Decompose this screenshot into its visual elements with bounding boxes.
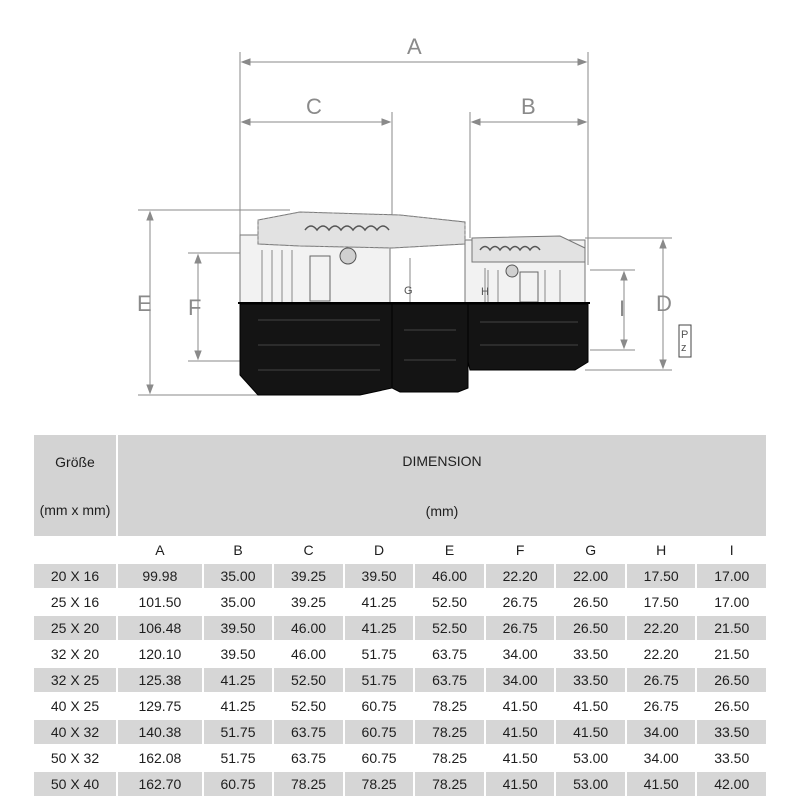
size-header-unit: (mm x mm) (39, 501, 111, 518)
value-cell-e: 78.25 (415, 746, 484, 770)
size-cell: 50 X 32 (34, 746, 116, 770)
value-cell-d: 41.25 (345, 590, 414, 614)
table-row (34, 772, 766, 796)
value-cell-g: 22.00 (556, 564, 625, 588)
value-cell-b: 60.75 (204, 772, 273, 796)
value-cell-f: 34.00 (486, 668, 555, 692)
column-header-e: E (415, 538, 484, 562)
value-cell-e: 78.25 (415, 772, 484, 796)
dimension-label-b: B (521, 94, 536, 119)
value-cell-e: 46.00 (415, 564, 484, 588)
value-cell-h: 34.00 (627, 746, 696, 770)
size-cell: 20 X 16 (34, 564, 116, 588)
table-row (34, 616, 766, 640)
value-cell-i: 26.50 (697, 694, 766, 718)
value-cell-b: 35.00 (204, 564, 273, 588)
column-header-c: C (274, 538, 343, 562)
value-cell-c: 52.50 (274, 694, 343, 718)
dimension-label-h: H (481, 286, 489, 298)
column-header-f: F (486, 538, 555, 562)
size-cell: 40 X 25 (34, 694, 116, 718)
value-cell-c: 46.00 (274, 642, 343, 666)
dimension-label-c: C (306, 94, 322, 119)
value-cell-d: 51.75 (345, 642, 414, 666)
value-cell-f: 41.50 (486, 772, 555, 796)
value-cell-a: 129.75 (118, 694, 202, 718)
value-cell-g: 41.50 (556, 694, 625, 718)
dimension-table (32, 433, 768, 798)
value-cell-d: 39.50 (345, 564, 414, 588)
value-cell-g: 33.50 (556, 668, 625, 692)
value-cell-i: 17.00 (697, 590, 766, 614)
edge-label-2: z (681, 342, 687, 354)
dimension-b (470, 112, 586, 238)
value-cell-c: 46.00 (274, 616, 343, 640)
value-cell-i: 21.50 (697, 616, 766, 640)
value-cell-b: 39.50 (204, 616, 273, 640)
value-cell-e: 78.25 (415, 694, 484, 718)
dimension-label-f: F (188, 295, 202, 320)
value-cell-h: 22.20 (627, 616, 696, 640)
column-header-d: D (345, 538, 414, 562)
column-header-a: A (118, 538, 202, 562)
value-cell-i: 33.50 (697, 720, 766, 744)
size-cell: 32 X 25 (34, 668, 116, 692)
value-cell-i: 17.00 (697, 564, 766, 588)
value-cell-f: 26.75 (486, 590, 555, 614)
size-header (34, 435, 116, 536)
value-cell-g: 53.00 (556, 772, 625, 796)
value-cell-b: 39.50 (204, 642, 273, 666)
value-cell-c: 39.25 (274, 564, 343, 588)
value-cell-f: 41.50 (486, 746, 555, 770)
dimension-label-i: I (619, 296, 626, 321)
value-cell-d: 60.75 (345, 746, 414, 770)
fitting-body-lower (240, 304, 588, 395)
value-cell-a: 120.10 (118, 642, 202, 666)
value-cell-d: 41.25 (345, 616, 414, 640)
edge-label-1: P (681, 329, 689, 341)
value-cell-f: 22.20 (486, 564, 555, 588)
dimension-label-d: D (656, 291, 672, 316)
value-cell-d: 60.75 (345, 694, 414, 718)
value-cell-e: 52.50 (415, 616, 484, 640)
value-cell-d: 78.25 (345, 772, 414, 796)
column-header-row (34, 538, 766, 562)
value-cell-d: 51.75 (345, 668, 414, 692)
value-cell-a: 162.08 (118, 746, 202, 770)
value-cell-h: 26.75 (627, 694, 696, 718)
value-cell-g: 26.50 (556, 590, 625, 614)
value-cell-f: 26.75 (486, 616, 555, 640)
value-cell-e: 78.25 (415, 720, 484, 744)
value-cell-g: 33.50 (556, 642, 625, 666)
value-cell-h: 26.75 (627, 668, 696, 692)
dimension-label-e: E (137, 291, 152, 316)
value-cell-h: 41.50 (627, 772, 696, 796)
table-row (34, 694, 766, 718)
dimension-header-title: DIMENSION (402, 452, 482, 469)
column-header-i: I (697, 538, 766, 562)
value-cell-a: 162.70 (118, 772, 202, 796)
dimension-header-unit: (mm) (425, 502, 459, 519)
value-cell-h: 22.20 (627, 642, 696, 666)
table-header-row (34, 435, 766, 536)
dimension-i (590, 270, 635, 350)
value-cell-a: 99.98 (118, 564, 202, 588)
value-cell-e: 63.75 (415, 668, 484, 692)
table-row (34, 564, 766, 588)
value-cell-b: 41.25 (204, 668, 273, 692)
size-header-title: Größe (55, 453, 95, 470)
size-cell: 50 X 40 (34, 772, 116, 796)
value-cell-d: 60.75 (345, 720, 414, 744)
value-cell-c: 39.25 (274, 590, 343, 614)
value-cell-b: 41.25 (204, 694, 273, 718)
value-cell-h: 17.50 (627, 590, 696, 614)
column-header-blank (34, 538, 116, 562)
value-cell-h: 17.50 (627, 564, 696, 588)
size-cell: 25 X 20 (34, 616, 116, 640)
dimension-label-g: G (404, 285, 413, 297)
size-cell: 32 X 20 (34, 642, 116, 666)
table-row (34, 668, 766, 692)
value-cell-i: 26.50 (697, 668, 766, 692)
dimension-label-a: A (407, 34, 422, 59)
value-cell-a: 140.38 (118, 720, 202, 744)
value-cell-f: 41.50 (486, 720, 555, 744)
value-cell-g: 26.50 (556, 616, 625, 640)
value-cell-a: 101.50 (118, 590, 202, 614)
column-header-g: G (556, 538, 625, 562)
value-cell-b: 51.75 (204, 746, 273, 770)
table-row (34, 642, 766, 666)
dimension-header (118, 435, 766, 536)
table-row (34, 590, 766, 614)
size-cell: 25 X 16 (34, 590, 116, 614)
table-row (34, 746, 766, 770)
size-cell: 40 X 32 (34, 720, 116, 744)
table-row (34, 720, 766, 744)
value-cell-i: 33.50 (697, 746, 766, 770)
value-cell-f: 41.50 (486, 694, 555, 718)
value-cell-a: 106.48 (118, 616, 202, 640)
value-cell-a: 125.38 (118, 668, 202, 692)
value-cell-c: 78.25 (274, 772, 343, 796)
value-cell-b: 35.00 (204, 590, 273, 614)
value-cell-c: 63.75 (274, 720, 343, 744)
value-cell-e: 63.75 (415, 642, 484, 666)
value-cell-h: 34.00 (627, 720, 696, 744)
value-cell-g: 41.50 (556, 720, 625, 744)
column-header-h: H (627, 538, 696, 562)
value-cell-c: 52.50 (274, 668, 343, 692)
value-cell-c: 63.75 (274, 746, 343, 770)
value-cell-i: 42.00 (697, 772, 766, 796)
column-header-b: B (204, 538, 273, 562)
value-cell-g: 53.00 (556, 746, 625, 770)
value-cell-i: 21.50 (697, 642, 766, 666)
value-cell-e: 52.50 (415, 590, 484, 614)
value-cell-f: 34.00 (486, 642, 555, 666)
value-cell-b: 51.75 (204, 720, 273, 744)
